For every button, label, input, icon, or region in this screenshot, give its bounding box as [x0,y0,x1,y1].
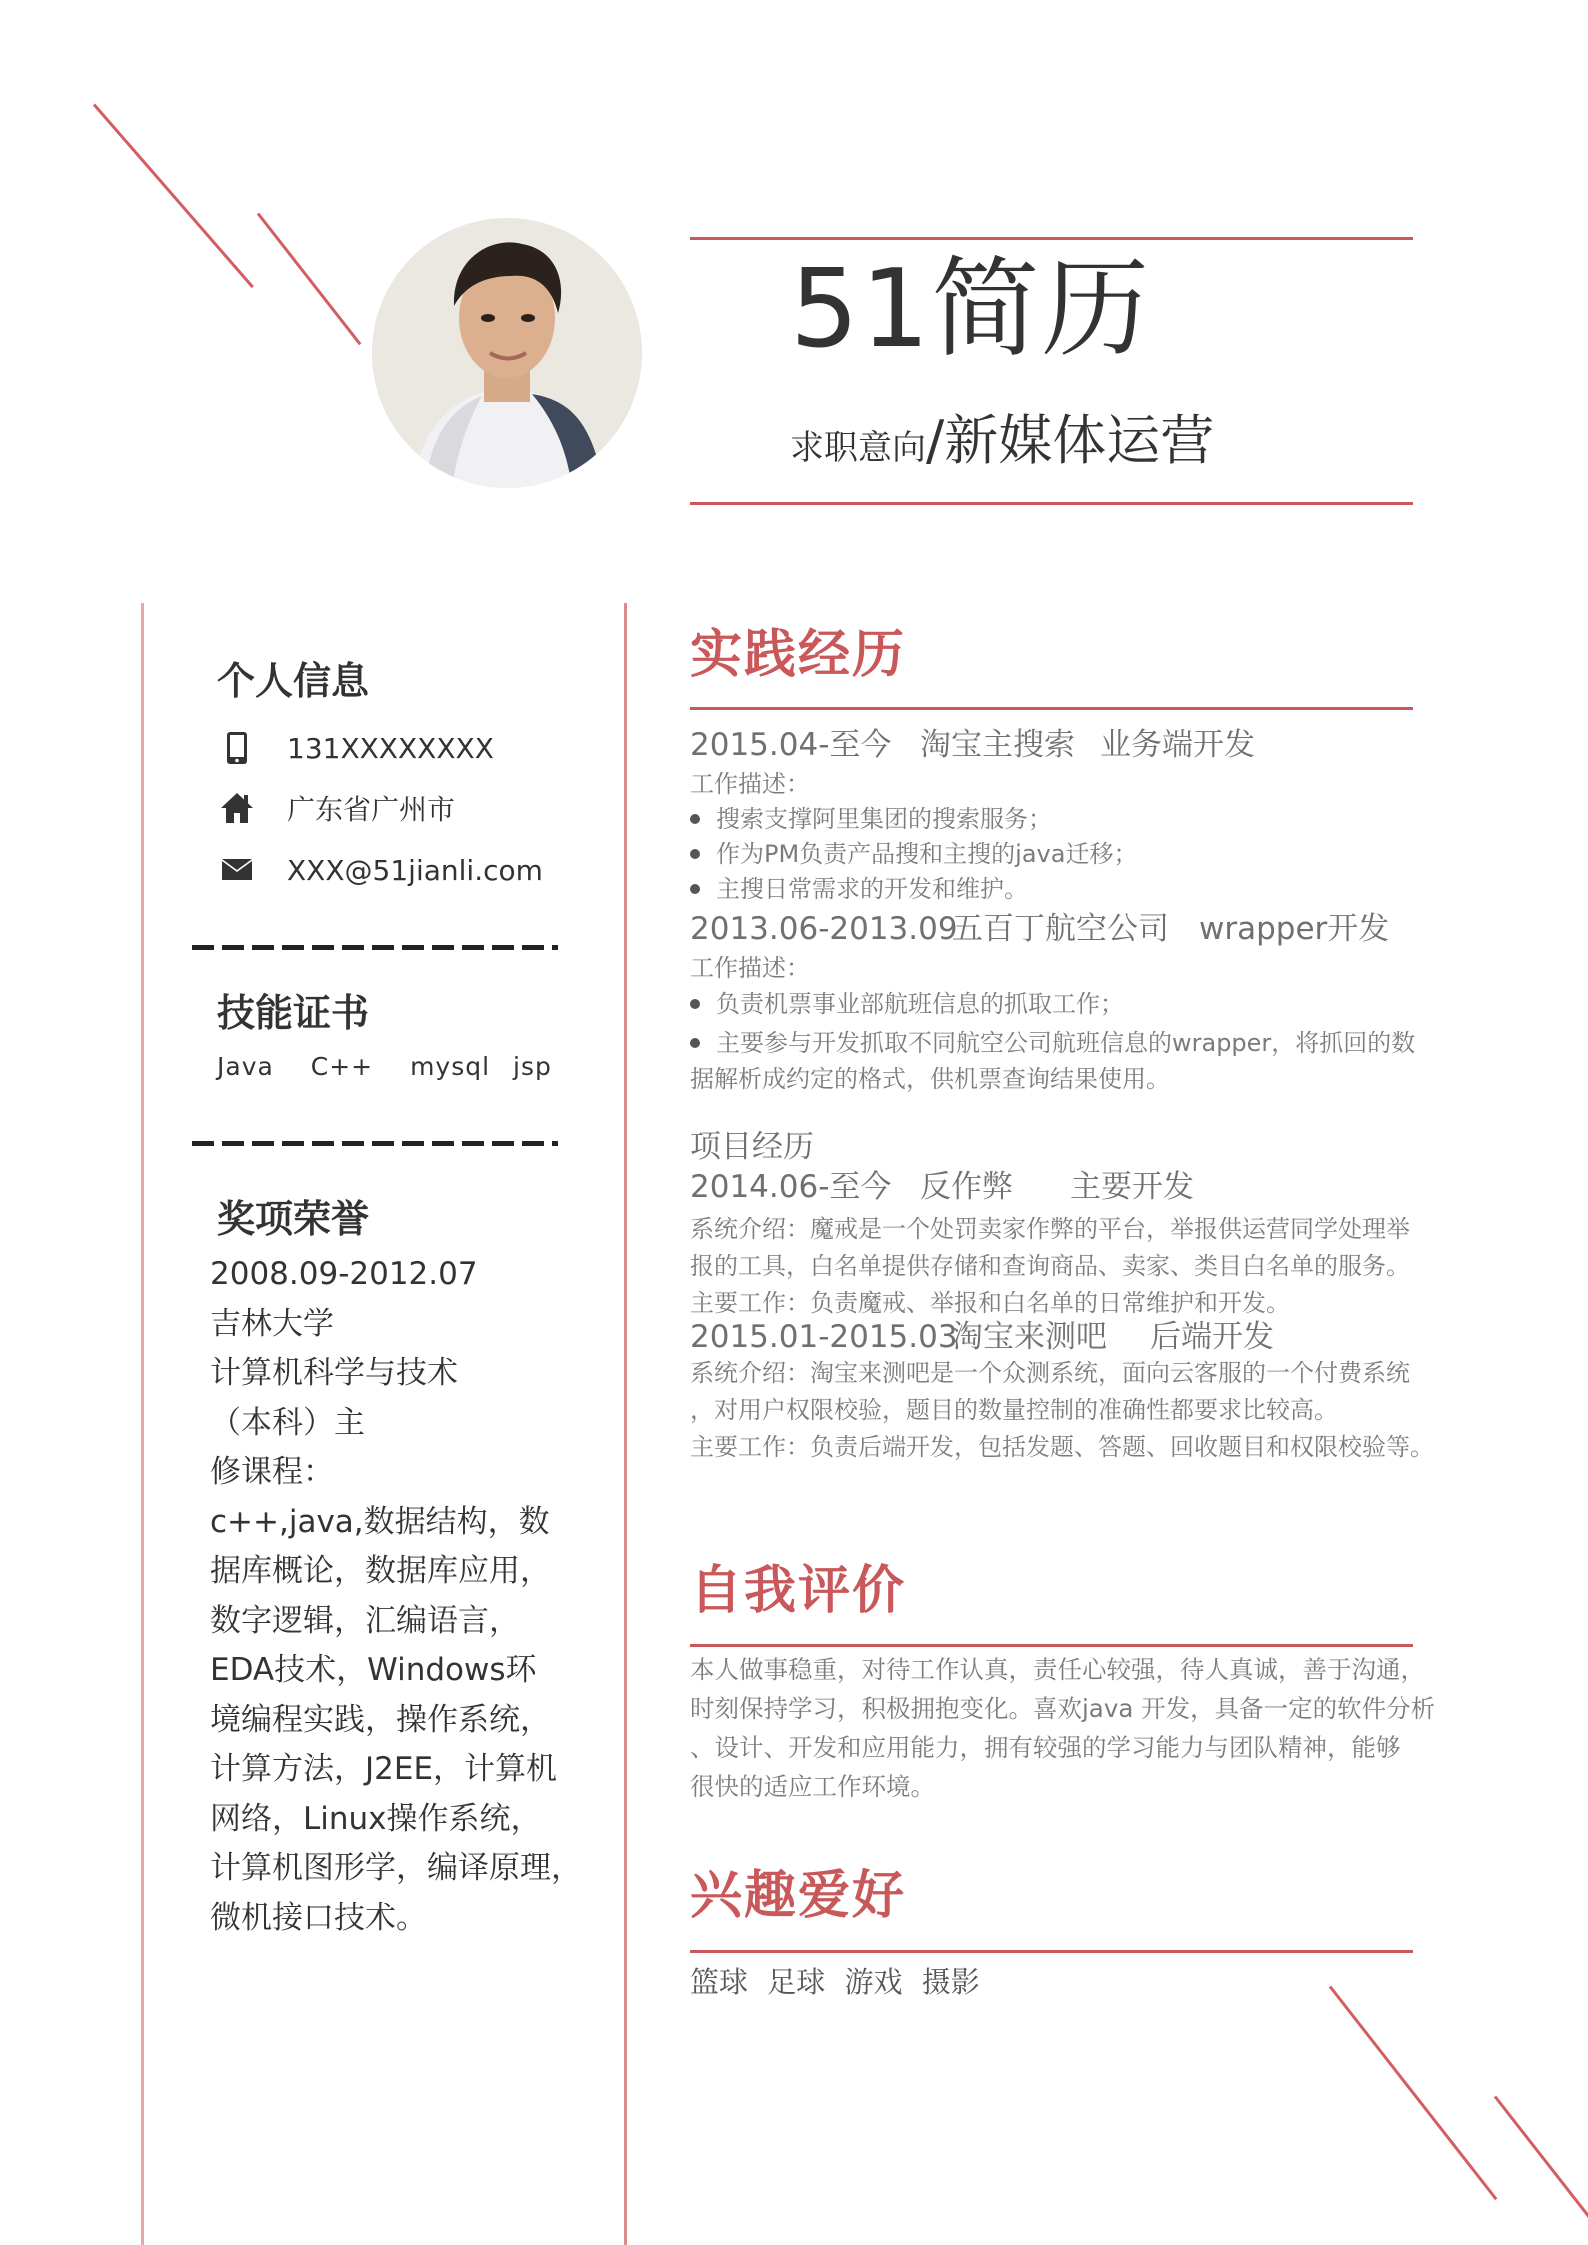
job-bullet: 作为PM负责产品搜和主搜的java迁移； [690,834,1137,869]
self-eval-heading: 自我评价 [690,1561,907,1621]
header-bottom-rule [690,502,1413,505]
practice-rule [690,707,1413,710]
awards-line: 境编程实践，操作系统， [210,1701,551,1738]
awards-line: 网络，Linux操作系统， [210,1800,542,1837]
project-line: 主要工作：负责魔戒、举报和白名单的日常维护和开发。 [690,1289,1290,1317]
self-eval-line: 时刻保持学习，积极拥抱变化。喜欢java 开发，具备一定的软件分析 [690,1694,1436,1723]
awards-line: 据库概论，数据库应用， [210,1553,551,1589]
job-intent [790,398,1214,475]
awards-line: 修课程： [210,1454,334,1490]
skills-list [217,1052,580,1081]
hobbies-heading: 兴趣爱好 [690,1866,907,1926]
project-line: 系统介绍：魔戒是一个处罚卖家作弊的平台，举报供运营同学处理举 [690,1215,1410,1243]
skill-item: Java [217,1052,274,1081]
job-company: 淘宝主搜索 [920,727,1075,763]
project-line: 系统介绍：淘宝来测吧是一个众测系统，面向云客服的一个付费系统 [690,1359,1410,1387]
awards-line: 微机接口技术。 [210,1899,427,1936]
awards-line: 数字逻辑，汇编语言， [210,1602,520,1639]
left-border-line [141,603,144,2245]
personal-info-heading: 个人信息 [217,659,370,703]
decor-diagonal-line [1494,2096,1588,2232]
skill-item: mysql [410,1052,491,1081]
section-divider-dashed [192,945,558,950]
job-company: 五百丁航空公司 [952,911,1169,947]
phone-row [217,728,494,768]
self-eval-text [690,1650,1436,1806]
project-name: 淘宝来测吧 [952,1319,1107,1355]
practice-heading: 实践经历 [690,625,907,685]
awards-text [210,1250,582,1943]
awards-line: 吉林大学 [210,1305,334,1342]
awards-line: 计算机图形学，编译原理， [210,1850,582,1886]
project-period: 2015.01-2015.03 [690,1319,958,1355]
hobby-item: 篮球 [690,1965,749,1999]
decor-diagonal-line [1329,1986,1498,2201]
project-role: 后端开发 [1150,1319,1274,1355]
decor-diagonal-line [257,213,362,346]
job-bullet: 搜索支撑阿里集团的搜索服务； [690,799,1052,834]
phone-text: 131XXXXXXXX [287,731,494,765]
job-bullet: 主要参与开发抓取不同航空公司航班信息的wrapper，将抓回的数 [690,1023,1415,1058]
hobby-item: 游戏 [844,1965,903,1999]
project-line: ，对用户权限校验，题目的数量控制的准确性都要求比较高。 [690,1396,1338,1424]
hobby-item: 摄影 [921,1965,980,1999]
project-role: 主要开发 [1070,1169,1194,1205]
page-title: 51简历 [790,247,1152,372]
job-bullet-continuation: 据解析成约定的格式，供机票查询结果使用。 [690,1065,1170,1093]
hobbies-rule [690,1950,1413,1953]
job-intent-label: 求职意向 [790,428,926,468]
self-eval-line: 本人做事稳重，对待工作认真，责任心较强，待人真诚，善于沟通， [690,1655,1425,1684]
project-header [690,1311,1274,1356]
self-eval-line: 很快的适应工作环境。 [690,1772,935,1801]
home-icon [217,788,257,828]
job-bullet: 负责机票事业部航班信息的抓取工作； [690,984,1124,1019]
job-intent-value: /新媒体运营 [926,409,1215,472]
project-line: 报的工具，白名单提供存储和查询商品、卖家、类目白名单的服务。 [690,1252,1410,1280]
self-eval-rule [690,1644,1413,1647]
skill-item: C++ [310,1052,374,1081]
job-role: wrapper开发 [1199,911,1390,947]
awards-line: 计算机科学与技术 [210,1355,458,1391]
phone-icon [217,728,257,768]
job-desc-label: 工作描述： [690,954,810,982]
awards-heading: 奖项荣誉 [217,1197,370,1241]
section-divider-dashed [192,1141,558,1146]
project-name: 反作弊 [920,1169,1013,1205]
decor-diagonal-line [93,104,254,289]
project-period: 2014.06-至今 [690,1169,892,1205]
awards-line: 2008.09-2012.07 [210,1256,478,1292]
mail-icon [217,850,257,890]
avatar [372,218,642,488]
job-role: 业务端开发 [1100,727,1255,763]
job-period: 2013.06-2013.09 [690,911,958,947]
awards-line: c++,java,数据结构，数 [210,1503,550,1540]
email-row [217,850,543,890]
header-top-rule [690,237,1413,240]
skills-heading: 技能证书 [217,991,370,1035]
awards-line: EDA技术，Windows环 [210,1652,537,1688]
hobbies-list [690,1960,990,2001]
portrait-image [372,218,642,488]
hobby-item: 足球 [767,1965,826,1999]
skill-item: jsp [513,1052,552,1081]
self-eval-line: 、设计、开发和应用能力，拥有较强的学习能力与团队精神，能够 [690,1733,1401,1762]
location-text: 广东省广州市 [287,793,456,826]
project-line: 主要工作：负责后端开发，包括发题、答题、回收题目和权限校验等。 [690,1433,1434,1461]
email-text: XXX@51jianli.com [287,853,543,887]
project-header [690,1161,1194,1206]
projects-label: 项目经历 [690,1129,814,1165]
job-header [690,719,1255,764]
location-row [217,788,455,828]
column-divider-line [624,603,627,2245]
awards-line: （本科）主 [210,1404,365,1441]
job-period: 2015.04-至今 [690,727,892,763]
job-bullet: 主搜日常需求的开发和维护。 [690,869,1028,904]
job-header [690,903,1389,948]
awards-line: 计算方法，J2EE，计算机 [210,1751,558,1787]
job-desc-label: 工作描述： [690,770,810,798]
